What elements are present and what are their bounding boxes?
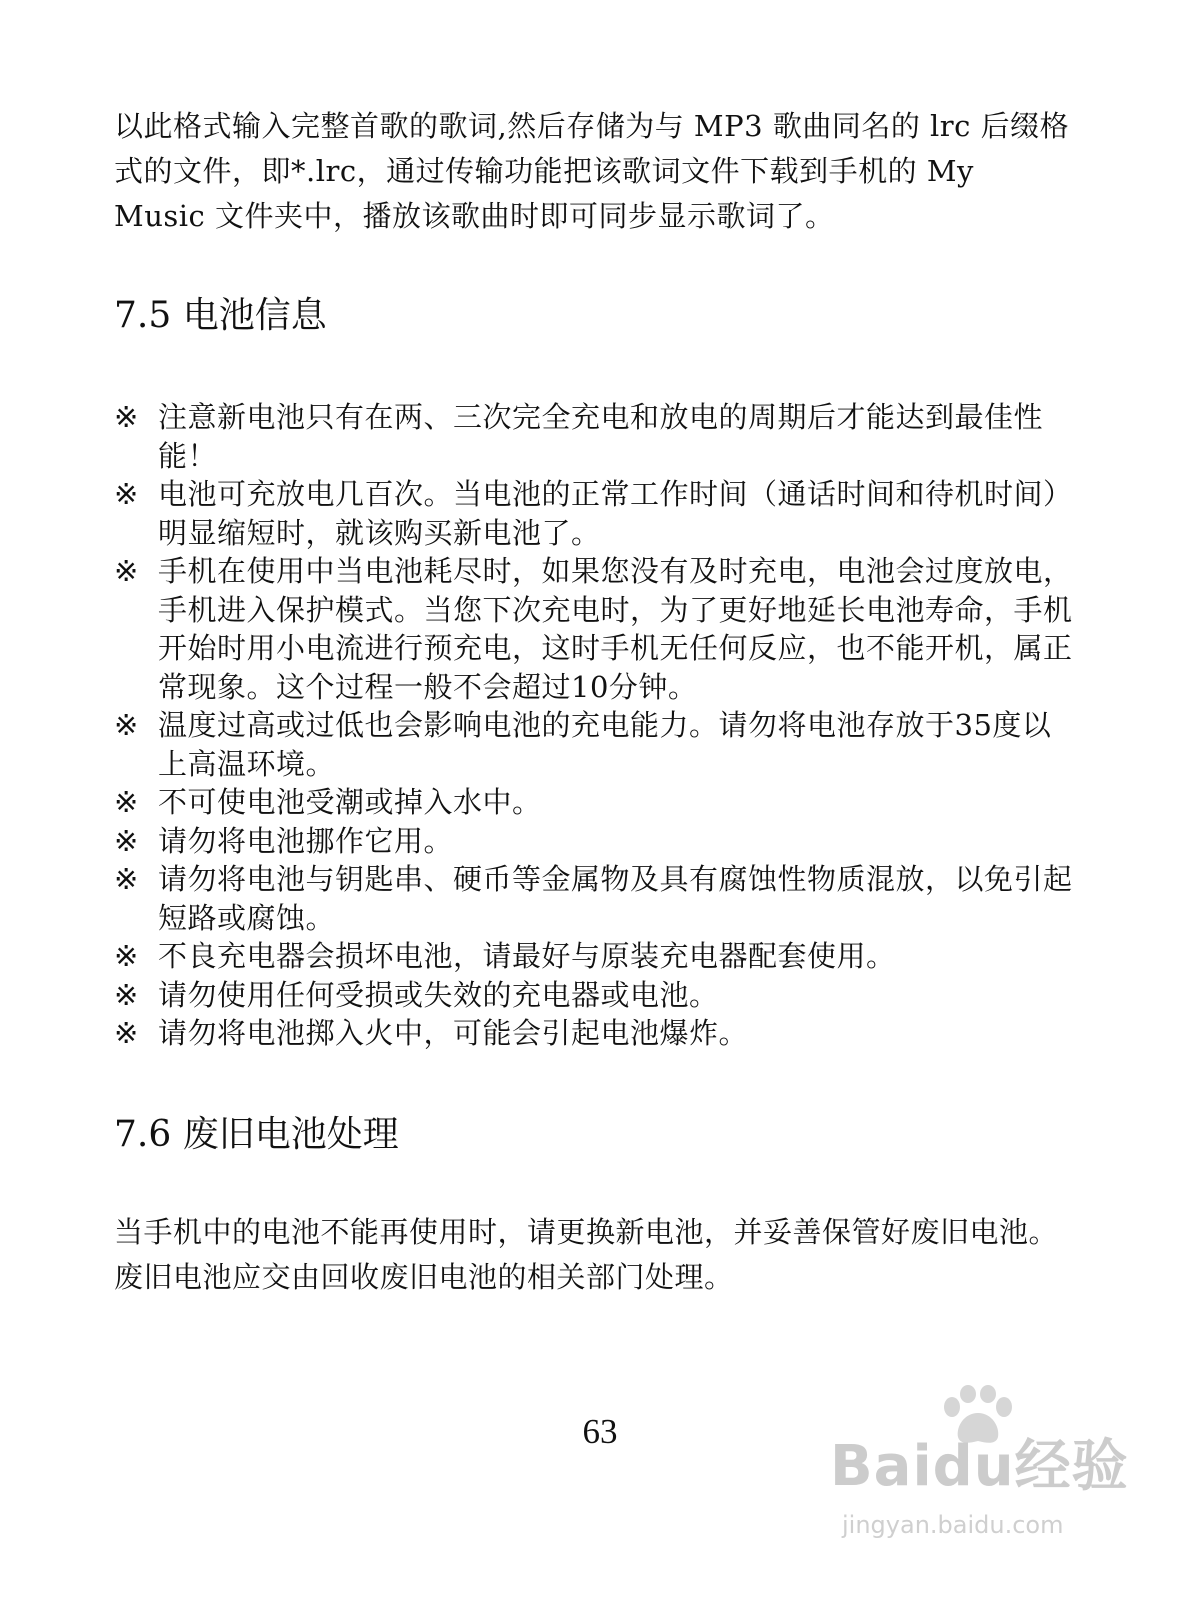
bullet-mark: ※ <box>114 1016 139 1050</box>
list-item-text: 电池可充放电几百次。当电池的正常工作时间（通话时间和待机时间）明显缩短时，就该购买新电池了。 <box>158 477 1073 550</box>
bullet-mark: ※ <box>114 708 139 742</box>
battery-info-list <box>114 398 1074 1053</box>
baidu-watermark <box>830 1385 1130 1555</box>
list-item <box>114 976 1074 1015</box>
list-item-text: 不良充电器会损坏电池，请最好与原装充电器配套使用。 <box>158 939 896 973</box>
list-item-text: 请勿将电池挪作它用。 <box>158 823 454 858</box>
bullet-mark: ※ <box>114 400 139 434</box>
document-page <box>114 104 1074 1300</box>
list-item-text: 手机在使用中当电池耗尽时，如果您没有及时充电，电池会过度放电，手机进入保护模式。当您下次充电时，为了更好地延长电池寿命，手机开始时用小电流进行预充电，这时手机无任何反应，也不能开机，属正常现象。这个过程一般不会超过10分钟。 <box>158 554 1073 704</box>
list-item-text: 请勿将电池与钥匙串、硬币等金属物及具有腐蚀性物质混放，以免引起短路或腐蚀。 <box>158 862 1073 935</box>
bullet-mark: ※ <box>114 477 139 511</box>
list-item <box>114 475 1074 552</box>
list-item-text: 请勿将电池掷入火中，可能会引起电池爆炸。 <box>158 1016 749 1050</box>
list-item <box>114 552 1074 706</box>
bullet-mark: ※ <box>114 939 139 973</box>
list-item <box>114 706 1074 783</box>
bullet-mark: ※ <box>114 785 139 819</box>
disposal-paragraph: 当手机中的电池不能再使用时，请更换新电池，并妥善保管好废旧电池。废旧电池应交由回收废旧电池的相关部门处理。 <box>114 1214 1059 1294</box>
list-item <box>114 1014 1074 1053</box>
list-item-text: 请勿使用任何受损或失效的充电器或电池。 <box>158 977 719 1012</box>
watermark-logo-text: Baidu经验 <box>830 1434 1129 1499</box>
section-7-6-heading: 7.6 废旧电池处理 <box>114 1113 399 1155</box>
list-item <box>114 398 1074 475</box>
list-item-text: 不可使电池受潮或掉入水中。 <box>158 785 542 819</box>
list-item-text: 温度过高或过低也会影响电池的充电能力。请勿将电池存放于35度以上高温环境。 <box>158 708 1052 781</box>
page-number: 63 <box>582 1412 618 1451</box>
bullet-mark: ※ <box>114 977 139 1012</box>
bullet-mark: ※ <box>114 554 139 588</box>
list-item <box>114 783 1074 822</box>
section-7-5-heading: 7.5 电池信息 <box>114 295 327 336</box>
list-item <box>114 937 1074 976</box>
watermark-url: jingyan.baidu.com <box>842 1511 1064 1539</box>
bullet-mark: ※ <box>114 862 139 896</box>
list-item-text: 注意新电池只有在两、三次完全充电和放电的周期后才能达到最佳性能！ <box>158 400 1044 473</box>
list-item <box>114 822 1074 861</box>
intro-paragraph: 以此格式输入完整首歌的歌词,然后存储为与 MP3 歌曲同名的 lrc 后缀格式的文件，即*.lrc，通过传输功能把该歌词文件下载到手机的 My Music 文件夹中，播放该歌曲时即可同步显示歌词了。 <box>114 109 1070 233</box>
bullet-mark: ※ <box>114 823 139 858</box>
list-item <box>114 860 1074 937</box>
